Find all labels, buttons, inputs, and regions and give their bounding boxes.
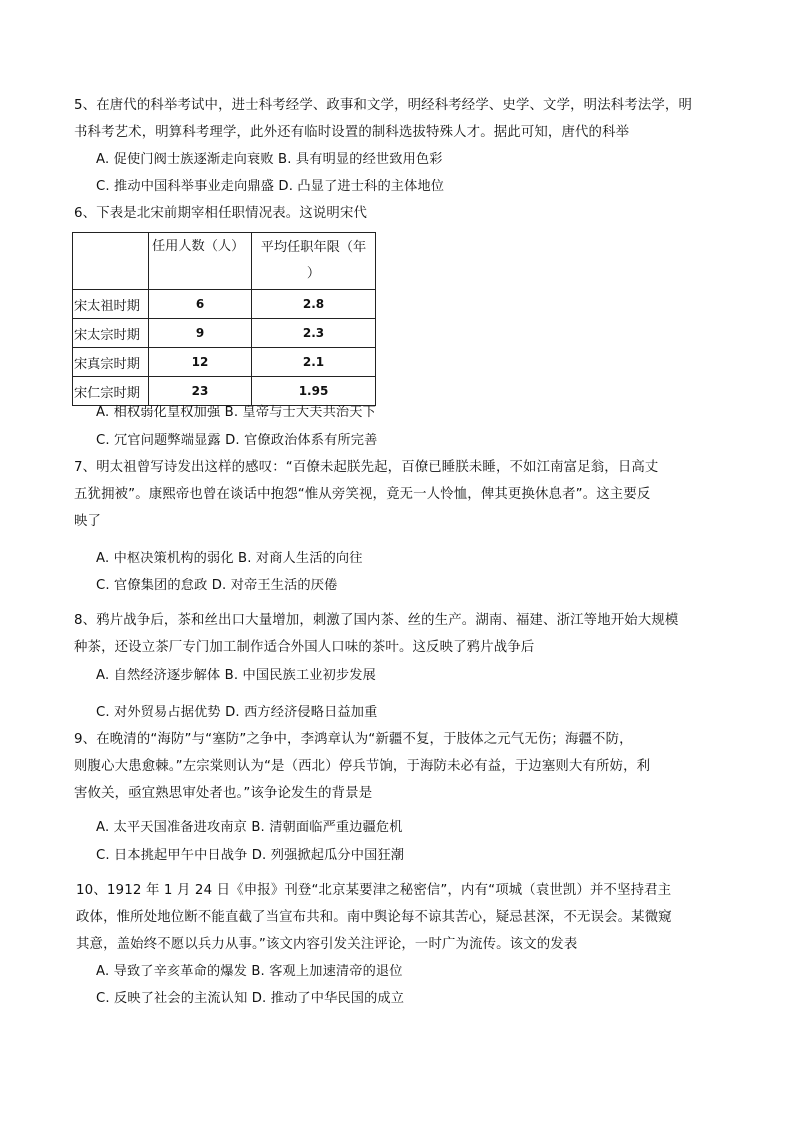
q9-stem-line2: 则腹心大患愈棘。”左宗棠则认为“是（西北）停兵节饷，于海防未必有益，于边塞则大有所妨，利 <box>74 759 651 774</box>
table-row <box>73 348 376 377</box>
chancellor-table <box>72 232 376 406</box>
q9-stem-line3: 害攸关，亟宜熟思审处者也。”该争论发生的背景是 <box>74 786 373 801</box>
table-cell-years: 2.1 <box>252 348 376 377</box>
q5-stem-line2: 书科考艺术，明算科考理学，此外还有临时设置的制科选拔特殊人才。据此可知，唐代的科举 <box>74 125 630 140</box>
table-header-years-line1: 平均任职年限（年 <box>260 240 367 255</box>
q7-stem-line2: 五犹拥被”。康熙帝也曾在谈话中抱怨“惟从旁笑视，竟无一人怜恤，俾其更换休息者”。这主要反 <box>74 487 651 502</box>
q6-stem-line1: 6、下表是北宋前期宰相任职情况表。这说明宋代 <box>74 206 368 221</box>
table-header-row <box>73 233 376 290</box>
table-cell-period: 宋仁宗时期 <box>73 377 149 406</box>
table-cell-period: 宋真宗时期 <box>73 348 149 377</box>
q10-options-ab: A. 导致了辛亥革命的爆发 B. 客观上加速清帝的退位 <box>96 964 403 979</box>
table-cell-years: 2.3 <box>252 319 376 348</box>
q9-stem-line1: 9、在晚清的“海防”与“塞防”之争中，李鸿章认为“新疆不复，于肢体之元气无伤；海疆不防， <box>74 732 633 747</box>
table-row <box>73 319 376 348</box>
q10-options-cd: C. 反映了社会的主流认知 D. 推动了中华民国的成立 <box>96 991 405 1006</box>
q10-stem-line2: 政体，惟所处地位断不能直截了当宣布共和。南中舆论每不谅其苦心，疑忌甚深，不无误会。某微窥 <box>76 910 672 925</box>
q7-options-cd: C. 官僚集团的怠政 D. 对帝王生活的厌倦 <box>96 578 338 593</box>
table-row <box>73 290 376 319</box>
table-header-years <box>252 233 376 290</box>
q9-options-ab: A. 太平天国准备进攻南京 B. 清朝面临严重边疆危机 <box>96 820 403 835</box>
q7-stem-line1: 7、明太祖曾写诗发出这样的感叹：“百僚未起朕先起，百僚已睡朕未睡，不如江南富足翁，日高丈 <box>74 460 659 475</box>
q10-stem-line1: 10、1912 年 1 月 24 日《申报》刊登“北京某要津之秘密信”，内有“项城（袁世凯）并不坚持君主 <box>76 883 672 898</box>
table-cell-period: 宋太宗时期 <box>73 319 149 348</box>
table-row <box>73 377 376 406</box>
table-cell-period: 宋太祖时期 <box>73 290 149 319</box>
q8-options-cd: C. 对外贸易占据优势 D. 西方经济侵略日益加重 <box>96 705 378 720</box>
table-cell-count: 6 <box>149 290 252 319</box>
table-cell-count: 23 <box>149 377 252 406</box>
table-cell-years: 2.8 <box>252 290 376 319</box>
q7-options-ab: A. 中枢决策机构的弱化 B. 对商人生活的向往 <box>96 551 363 566</box>
table-cell-count: 9 <box>149 319 252 348</box>
q10-stem-line3: 其意，盖始终不愿以兵力从事。”该文内容引发关注评论，一时广为流传。该文的发表 <box>76 937 578 952</box>
table-header-blank <box>73 233 149 290</box>
q8-stem-line2: 种茶，还设立茶厂专门加工制作适合外国人口味的茶叶。这反映了鸦片战争后 <box>74 640 535 655</box>
q6-options-ab: A. 相权弱化皇权加强 B. 皇帝与士大夫共治天下 <box>96 405 376 420</box>
q8-stem-line1: 8、鸦片战争后，茶和丝出口大量增加，刺激了国内茶、丝的生产。湖南、福建、浙江等地开始大规模 <box>74 613 679 628</box>
q5-stem-line1: 5、在唐代的科举考试中，进士科考经学、政事和文学，明经科考经学、史学、文学，明法科考法学，明 <box>74 98 692 113</box>
q6-options-cd: C. 冗官问题弊端显露 D. 官僚政治体系有所完善 <box>96 433 378 448</box>
table-header-count: 任用人数（人） <box>149 233 252 290</box>
q8-options-ab: A. 自然经济逐步解体 B. 中国民族工业初步发展 <box>96 668 376 683</box>
table-cell-years: 1.95 <box>252 377 376 406</box>
q5-options-ab: A. 促使门阀士族逐渐走向衰败 B. 具有明显的经世致用色彩 <box>96 152 443 167</box>
q9-options-cd: C. 日本挑起甲午中日战争 D. 列强掀起瓜分中国狂潮 <box>96 848 405 863</box>
table-header-years-line2: ） <box>306 266 321 281</box>
table-cell-count: 12 <box>149 348 252 377</box>
q7-stem-line3: 映了 <box>74 514 102 529</box>
q5-options-cd: C. 推动中国科举事业走向鼎盛 D. 凸显了进士科的主体地位 <box>96 179 445 194</box>
